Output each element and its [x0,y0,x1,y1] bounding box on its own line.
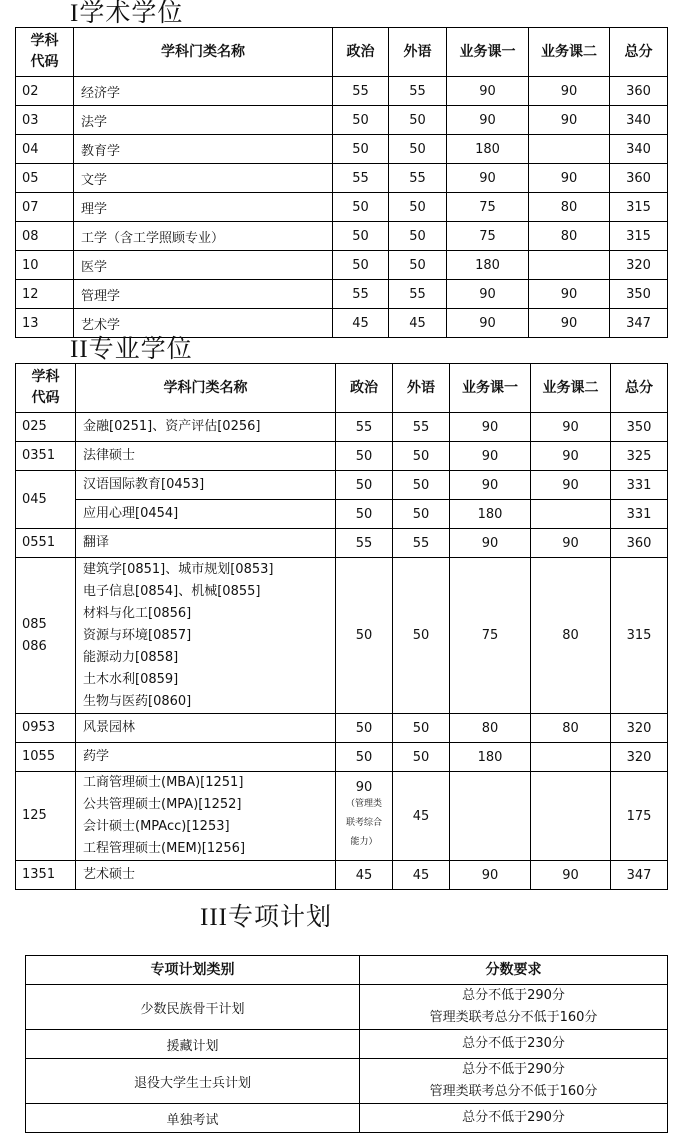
cell-politics [336,714,393,743]
value: 80 [562,720,579,736]
cell-requirement [360,1059,668,1104]
cell-course1: 180 [447,135,529,164]
code-line: 045 [22,491,47,507]
value: 75 [481,628,499,643]
cell-politics: 50 [333,135,389,164]
cell-code: 04 [16,135,74,164]
value: 90 [562,419,579,435]
cell-code [16,442,76,471]
cell-course1 [450,500,531,529]
cell-requirement [360,1030,668,1059]
cell-politics: 50 [333,251,389,280]
cell-politics: 50 [333,106,389,135]
cell-course1: 90 [447,77,529,106]
cell-course1: 90 [447,280,529,309]
value: 350 [626,419,652,435]
cell-politics [336,500,393,529]
cell-foreign-language [393,861,450,890]
requirement-line: 总分不低于290分 [462,988,565,1003]
cell-course2: 90 [529,280,610,309]
requirement-line: 总分不低于230分 [462,1036,565,1051]
header-course1: 业务课一 [447,28,529,77]
cell-course2: 90 [529,77,610,106]
value: 50 [355,448,373,464]
header-code-line2: 代码 [30,54,59,70]
header-course2: 业务课二 [529,28,610,77]
cell-course2 [531,772,611,861]
value: 50 [412,477,430,493]
cell-foreign-language: 50 [389,222,447,251]
value: 325 [626,448,652,464]
value: 55 [355,419,373,435]
cell-course1: 75 [447,193,529,222]
table-row [16,500,668,529]
cell-total [611,413,668,442]
table-row [26,985,668,1030]
table-row [16,743,668,772]
politics-note-line: 联考综合 [345,818,382,828]
section-title-academic: I学术学位 [70,0,184,27]
value: 80 [562,628,579,643]
name-line: 法律硕士 [83,448,136,463]
cell-foreign-language [393,714,450,743]
cell-course2 [531,743,611,772]
cell-code [16,743,76,772]
table-row [16,193,668,222]
value: 90 [562,535,579,551]
cell-foreign-language: 50 [389,135,447,164]
cell-politics: 55 [333,77,389,106]
cell-course2 [531,413,611,442]
cell-code [16,471,76,529]
cell-course2: 80 [529,193,610,222]
header-name: 学科门类名称 [74,28,333,77]
cell-code [16,413,76,442]
cell-politics [336,529,393,558]
code-line: 025 [22,419,47,434]
value: 50 [412,720,430,736]
cell-code [16,714,76,743]
cell-course2 [531,471,611,500]
cell-foreign-language [393,500,450,529]
name-line: 金融[0251]、资产评估[0256] [83,419,261,434]
header-course1: 业务课一 [450,364,531,413]
header-code [16,364,76,413]
table-row [16,222,668,251]
value: 180 [477,506,503,522]
cell-code: 07 [16,193,74,222]
header-total: 总分 [611,364,668,413]
cell-name [76,772,336,861]
cell-politics [336,442,393,471]
table-row [16,309,668,338]
politics-note-line: （管理类 [345,799,382,809]
header-category: 专项计划类别 [26,956,360,985]
cell-course1: 90 [447,106,529,135]
cell-foreign-language [393,413,450,442]
cell-total [611,861,668,890]
name-line: 土木水利[0859] [83,671,179,687]
value: 360 [626,535,652,551]
cell-politics: 50 [333,193,389,222]
value: 55 [355,535,373,551]
cell-foreign-language: 45 [389,309,447,338]
cell-name: 教育学 [74,135,333,164]
cell-name: 工学（含工学照顾专业） [74,222,333,251]
cell-total [611,500,668,529]
politics-note-line: 能力） [350,837,378,847]
cell-course1: 90 [447,164,529,193]
cell-name [76,714,336,743]
cell-politics [336,861,393,890]
name-line: 工程管理硕士(MEM)[1256] [83,841,246,856]
table-row [16,164,668,193]
cell-total: 315 [610,193,668,222]
cell-foreign-language [393,442,450,471]
cell-name: 艺术学 [74,309,333,338]
cell-category: 少数民族骨干计划 [26,985,360,1030]
value: 80 [481,720,499,736]
special-plan-table [25,955,668,1133]
cell-course2: 80 [529,222,610,251]
code-line: 0953 [22,720,56,735]
header-foreign-language: 外语 [393,364,450,413]
value: 50 [355,477,373,493]
cell-politics [336,558,393,714]
cell-name: 文学 [74,164,333,193]
cell-foreign-language [393,529,450,558]
cell-name [76,529,336,558]
cell-course1 [450,861,531,890]
cell-code: 13 [16,309,74,338]
cell-politics: 55 [333,280,389,309]
table-row [16,861,668,890]
table-row [16,280,668,309]
cell-code: 10 [16,251,74,280]
professional-degree-table [15,363,668,890]
cell-code: 05 [16,164,74,193]
header-code [16,28,74,77]
cell-course2: 90 [529,309,610,338]
code-line: 0551 [22,535,56,550]
table-row [16,529,668,558]
cell-course1 [450,714,531,743]
table-row [16,558,668,714]
name-line: 资源与环境[0857] [83,627,192,643]
cell-name: 医学 [74,251,333,280]
cell-name: 管理学 [74,280,333,309]
cell-total: 315 [610,222,668,251]
name-line: 材料与化工[0856] [83,605,192,621]
value: 90 [355,780,373,795]
cell-foreign-language: 55 [389,164,447,193]
code-line: 085 [22,616,47,632]
cell-requirement [360,1104,668,1133]
cell-course2 [531,558,611,714]
cell-course2 [531,714,611,743]
table-row [26,1030,668,1059]
cell-politics [336,772,393,861]
table-header-row [26,956,668,985]
name-line: 会计硕士(MPAcc)[1253] [83,819,230,834]
code-line: 086 [22,638,47,654]
cell-course1: 180 [447,251,529,280]
header-code-line2: 代码 [31,390,60,406]
value: 347 [626,867,652,883]
cell-course1 [450,529,531,558]
cell-code [16,861,76,890]
code-line: 1351 [22,867,56,882]
name-line: 建筑学[0851]、城市规划[0853] [83,561,274,577]
value: 320 [626,749,652,765]
table-row [16,106,668,135]
value: 331 [626,506,652,522]
header-code-line1: 学科 [31,369,60,385]
table-header-row [16,364,668,413]
cell-politics [336,413,393,442]
value: 90 [481,867,499,883]
value: 320 [626,720,652,736]
name-line: 药学 [83,749,110,764]
value: 50 [355,506,373,522]
code-line: 0351 [22,448,56,463]
cell-foreign-language: 55 [389,280,447,309]
table-header-row [16,28,668,77]
cell-name: 理学 [74,193,333,222]
cell-code: 03 [16,106,74,135]
table-row [16,442,668,471]
table-row [16,772,668,861]
cell-total: 350 [610,280,668,309]
header-course2: 业务课二 [531,364,611,413]
cell-course1 [450,558,531,714]
cell-total: 347 [610,309,668,338]
value: 90 [481,477,499,493]
cell-foreign-language: 50 [389,193,447,222]
name-line: 风景园林 [83,720,136,735]
code-line: 1055 [22,749,56,764]
header-politics: 政治 [333,28,389,77]
table-row [16,413,668,442]
name-line: 电子信息[0854]、机械[0855] [83,583,261,599]
cell-foreign-language [393,772,450,861]
cell-politics: 55 [333,164,389,193]
value: 180 [477,749,503,765]
cell-total: 360 [610,164,668,193]
header-politics: 政治 [336,364,393,413]
cell-name [76,471,336,500]
value: 50 [412,628,430,643]
header-foreign-language: 外语 [389,28,447,77]
name-line: 生物与医药[0860] [83,693,192,709]
cell-foreign-language: 55 [389,77,447,106]
cell-total [611,471,668,500]
cell-politics [336,743,393,772]
requirement-line: 总分不低于290分 [462,1110,565,1125]
value: 50 [355,628,373,643]
table-row [16,714,668,743]
cell-course2 [531,529,611,558]
name-line: 汉语国际教育[0453] [83,477,205,492]
cell-foreign-language [393,558,450,714]
value: 55 [412,419,430,435]
requirement-line: 管理类联考总分不低于160分 [429,1010,598,1025]
table-row [16,251,668,280]
cell-course1: 75 [447,222,529,251]
header-total: 总分 [610,28,668,77]
value: 50 [412,448,430,464]
cell-name [76,743,336,772]
value: 331 [626,477,652,493]
value: 90 [481,535,499,551]
table-row [16,77,668,106]
value: 90 [562,448,579,464]
cell-total [611,529,668,558]
cell-name [76,500,336,529]
cell-name [76,413,336,442]
code-line: 125 [22,808,47,823]
value: 90 [562,477,579,493]
cell-course1 [450,772,531,861]
cell-category: 退役大学生士兵计划 [26,1059,360,1104]
name-line: 能源动力[0858] [83,649,179,665]
value: 90 [481,448,499,464]
value: 90 [562,867,579,883]
cell-name [76,442,336,471]
cell-total: 360 [610,77,668,106]
cell-course2 [529,135,610,164]
table-row [26,1104,668,1133]
cell-total [611,442,668,471]
name-line: 应用心理[0454] [83,506,179,521]
cell-course1 [450,743,531,772]
cell-total: 320 [610,251,668,280]
cell-total [611,714,668,743]
cell-total [611,772,668,861]
section-title-special: III专项计划 [200,904,332,931]
cell-politics [336,471,393,500]
value: 50 [355,749,373,765]
header-requirement: 分数要求 [360,956,668,985]
cell-course1 [450,413,531,442]
cell-foreign-language: 50 [389,251,447,280]
name-line: 艺术硕士 [83,867,136,882]
header-name: 学科门类名称 [76,364,336,413]
value: 175 [626,808,652,824]
cell-course2 [531,861,611,890]
cell-name: 法学 [74,106,333,135]
cell-name [76,558,336,714]
table-row [16,135,668,164]
table-row [26,1059,668,1104]
header-code-line1: 学科 [30,33,59,49]
name-line: 工商管理硕士(MBA)[1251] [83,775,244,790]
cell-course1 [450,471,531,500]
cell-category: 单独考试 [26,1104,360,1133]
value: 315 [626,628,652,643]
cell-name [76,861,336,890]
requirement-line: 管理类联考总分不低于160分 [429,1084,598,1099]
cell-foreign-language [393,471,450,500]
cell-code [16,529,76,558]
value: 45 [355,867,373,883]
cell-course2: 90 [529,164,610,193]
value: 50 [412,749,430,765]
cell-foreign-language: 50 [389,106,447,135]
cell-total: 340 [610,135,668,164]
value: 90 [481,419,499,435]
cell-course1 [450,442,531,471]
cell-total [611,558,668,714]
cell-category: 援藏计划 [26,1030,360,1059]
cell-total: 340 [610,106,668,135]
cell-course1: 90 [447,309,529,338]
cell-code [16,772,76,861]
cell-requirement [360,985,668,1030]
academic-degree-table [15,27,668,338]
cell-course2: 90 [529,106,610,135]
section-title-professional: II专业学位 [70,336,193,363]
table-row [16,471,668,500]
cell-politics: 50 [333,222,389,251]
cell-course2 [531,500,611,529]
value: 45 [412,867,430,883]
cell-code: 12 [16,280,74,309]
cell-code [16,558,76,714]
value: 50 [355,720,373,736]
cell-code: 08 [16,222,74,251]
value: 50 [412,506,430,522]
cell-course2 [531,442,611,471]
cell-name: 经济学 [74,77,333,106]
name-line: 公共管理硕士(MPA)[1252] [83,797,242,812]
cell-course2 [529,251,610,280]
cell-code: 02 [16,77,74,106]
cell-total [611,743,668,772]
requirement-line: 总分不低于290分 [462,1062,565,1077]
name-line: 翻译 [83,535,110,550]
value: 55 [412,535,430,551]
cell-foreign-language [393,743,450,772]
value: 45 [412,808,430,824]
cell-politics: 45 [333,309,389,338]
